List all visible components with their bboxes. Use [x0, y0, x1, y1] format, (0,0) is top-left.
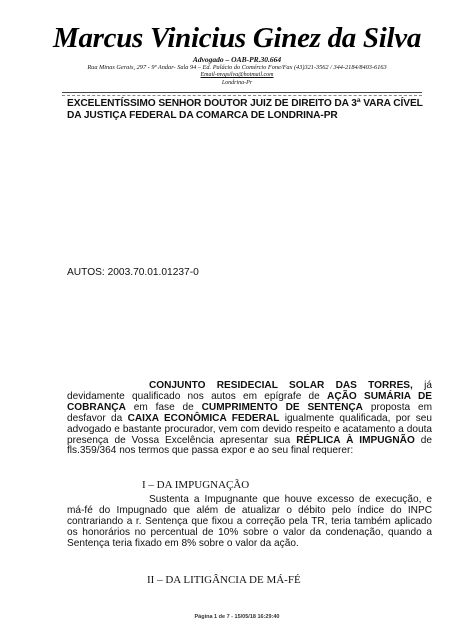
office-email: Email-mvgsilva@hotmail.com: [200, 72, 274, 78]
replica-title: RÉPLICA À IMPUGNÃO: [296, 434, 415, 446]
oab-registration: Advogado – OAB-PR.30.664: [192, 55, 282, 64]
addressee: EXCELENTÍSSIMO SENHOR DOUTOR JUIZ DE DIREITO DA 3ª VARA CÍVEL DA JUSTIÇA FEDERAL DA COMARCA DE LONDRINA-PR: [67, 98, 423, 121]
section-impugnacao-text: Sustenta a Impugnante que houve excesso de execução, e má-fé do Impugnado que além de atualizar o débito pelo índice do INPC contrariando a r. Sentença que fixou a correção pela TR, teria também aplicado os honorários no percentual de 10% sobre o valor da condenação, quando a Sentença teria fixado em 8% sobre o valor da ação.: [67, 494, 432, 549]
section-heading-litigancia: II – DA LITIGÂNCIA DE MÁ-FÉ: [147, 574, 301, 586]
office-address: Rua Minas Gerais, 297 - 9º Andar- Sala 94 – Ed. Palácio do Comércio Fone/Fax (43)321-3562 / 344-2184/8403-6163: [87, 64, 387, 71]
letterhead-divider: [62, 92, 422, 93]
intro-paragraph: CONJUNTO RESIDECIAL SOLAR DAS TORRES, já devidamente qualificado nos autos em epígrafe de AÇÃO SUMÁRIA DE COBRANÇA em fase de CUMPRIMENTO DE SENTENÇA proposta em desfavor da CAIXA ECONÔMICA FEDERAL igualmente qualificada, por seu advogado e bastante procurador, vem com devido respeito e acatamento a douta presença de Vossa Excelência apresentar sua RÉPLICA À IMPUGNÃO de fls.359/364 nos termos que passa expor e ao seu final requerer:: [67, 380, 432, 457]
section-heading-impugnacao: I – DA IMPUGNAÇÃO: [142, 479, 250, 491]
page-footer: Página 1 de 7 - 15/05/18 16:29:40: [194, 614, 280, 620]
defendant-name: CAIXA ECONÔMICA FEDERAL: [127, 412, 280, 424]
letterhead: [0, 22, 474, 87]
phase-name: CUMPRIMENTO DE SENTENÇA: [201, 401, 363, 413]
action-name: AÇÃO SUMÁRIA DE COBRANÇA: [67, 390, 432, 413]
office-city: Londrina-Pr: [221, 79, 253, 86]
letterhead-divider-dashed: [62, 95, 422, 96]
case-number: AUTOS: 2003.70.01.01237-0: [67, 267, 199, 278]
lawyer-name: Marcus Vinicius Ginez da Silva: [52, 22, 422, 54]
party-name: CONJUNTO RESIDECIAL SOLAR DAS TORRES,: [149, 380, 413, 391]
